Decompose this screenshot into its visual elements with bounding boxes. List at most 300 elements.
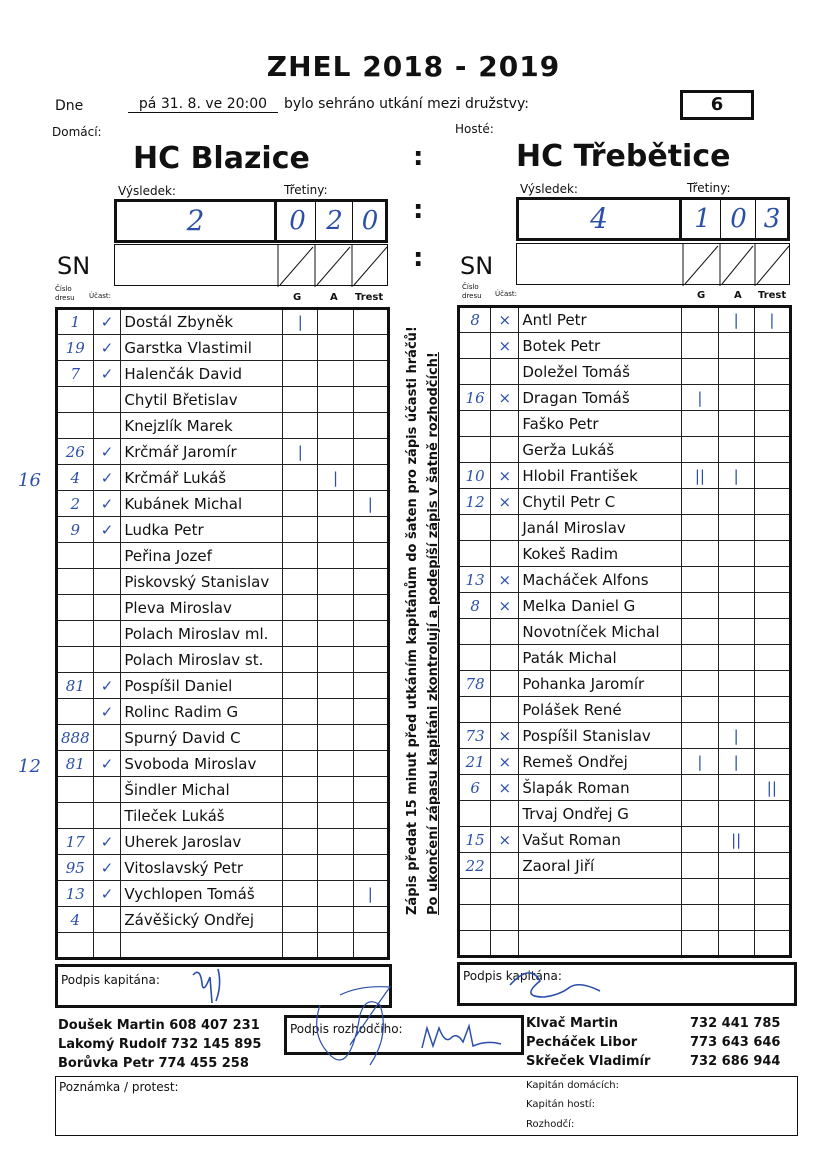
home-sn-box [114,244,388,286]
player-assists [318,439,353,465]
player-name: Polach Miroslav st. [121,647,283,673]
player-goals [283,803,318,829]
player-goals [283,335,318,361]
player-name: Svoboda Miroslav [121,751,283,777]
home-col-number: Číslo dresu [55,285,75,302]
player-attendance: × [491,307,519,333]
player-penalty [353,595,388,621]
player-attendance: ✓ [93,881,121,907]
referee-sign-label: Podpis rozhodčího: [290,1022,403,1036]
table-row [57,491,389,517]
date-value: pá 31. 8. ve 20:00 [128,96,278,113]
table-row [459,827,791,853]
player-attendance [491,359,519,385]
home-sn-slashes [115,245,389,287]
player-goals [682,593,718,619]
table-row [459,671,791,697]
player-name: Kubánek Michal [121,491,283,517]
player-attendance: ✓ [93,361,121,387]
table-row [57,387,389,413]
table-row [57,543,389,569]
player-attendance [93,725,121,751]
player-number: 7 [57,361,94,387]
player-goals [682,567,718,593]
player-name: Závěšický Ondřej [121,907,283,933]
player-assists [318,517,353,543]
player-goals [682,645,718,671]
player-number [459,619,491,645]
player-goals [682,411,718,437]
player-number [57,595,94,621]
player-number [459,645,491,671]
player-name: Remeš Ondřej [519,749,682,775]
player-assists [318,569,353,595]
player-number [459,515,491,541]
player-number: 8 [459,307,491,333]
player-penalty [353,751,388,777]
home-col-a: A [330,292,338,303]
player-penalty [353,387,388,413]
table-row [57,881,389,907]
player-name: Tileček Lukáš [121,803,283,829]
player-penalty [754,411,790,437]
player-number: 10 [459,463,491,489]
player-penalty [353,621,388,647]
table-row [459,723,791,749]
referee-note-label: Rozhodčí: [526,1119,575,1130]
player-goals [283,569,318,595]
player-penalty [754,515,790,541]
home-label: Domácí: [52,125,102,139]
player-number [57,699,94,725]
player-penalty [353,699,388,725]
player-assists [718,671,754,697]
player-attendance: × [491,489,519,515]
player-assists [718,515,754,541]
player-assists: | [318,465,353,491]
player-assists [718,541,754,567]
player-goals [283,881,318,907]
player-goals [283,621,318,647]
player-penalty [353,829,388,855]
player-number: 81 [57,673,94,699]
away-period-1: 1 [685,200,721,238]
player-name: Knejzlík Marek [121,413,283,439]
referees-right-phones [690,1014,780,1071]
player-name [519,879,682,905]
player-name: Doležel Tomáš [519,359,682,385]
player-name: Trvaj Ondřej G [519,801,682,827]
player-assists [718,567,754,593]
player-name: Uherek Jaroslav [121,829,283,855]
player-goals [283,387,318,413]
referee-left-1: Doušek Martin 608 407 231 [58,1018,260,1033]
player-goals [283,647,318,673]
player-goals [682,775,718,801]
player-attendance [93,933,121,959]
away-sn-slashes [517,244,791,286]
away-sn-box [516,243,790,285]
player-attendance: × [491,567,519,593]
player-name: Chytil Petr C [519,489,682,515]
home-col-g: G [293,292,302,303]
table-row [57,517,389,543]
away-periods-label: Třetiny: [687,181,731,195]
player-number: 12 [459,489,491,515]
player-name: Spurný David C [121,725,283,751]
home-col-trest: Trest [355,292,384,303]
player-attendance [93,907,121,933]
player-number [459,879,491,905]
player-name: Pospíšil Stanislav [519,723,682,749]
player-goals [283,777,318,803]
player-number [57,621,94,647]
margin-note-2: 12 [18,756,41,777]
player-number [459,931,491,957]
player-assists [318,621,353,647]
table-row [57,803,389,829]
large-signature-scribble [300,975,420,1085]
player-name: Dostál Zbyněk [121,309,283,335]
date-label: Dne [55,98,84,114]
player-penalty [754,931,790,957]
player-penalty [754,619,790,645]
player-attendance: ✓ [93,829,121,855]
player-name: Pohanka Jaromír [519,671,682,697]
player-number: 95 [57,855,94,881]
player-attendance [491,645,519,671]
player-assists [718,437,754,463]
table-row [459,697,791,723]
player-penalty [353,647,388,673]
player-number: 19 [57,335,94,361]
player-attendance [93,569,121,595]
player-penalty [353,855,388,881]
player-number: 888 [57,725,94,751]
player-assists [318,673,353,699]
player-attendance: × [491,593,519,619]
home-period-3: 0 [361,206,379,236]
player-name: Peřina Jozef [121,543,283,569]
away-period-2: 0 [722,200,756,238]
player-goals [283,699,318,725]
player-penalty [754,801,790,827]
player-assists: || [718,827,754,853]
table-row [57,413,389,439]
player-name: Novotníček Michal [519,619,682,645]
player-attendance: ✓ [93,673,121,699]
player-penalty [754,541,790,567]
player-name: Paták Michal [519,645,682,671]
table-row [459,905,791,931]
away-score: 4 [519,200,682,238]
player-goals [283,751,318,777]
home-team-name: HC Blazice [133,141,310,176]
player-assists [718,697,754,723]
player-goals: || [682,463,718,489]
player-penalty [353,465,388,491]
player-attendance [491,411,519,437]
player-penalty [754,671,790,697]
table-row [459,567,791,593]
player-goals [682,879,718,905]
player-name: Piskovský Stanislav [121,569,283,595]
player-penalty [754,749,790,775]
player-assists [318,881,353,907]
player-penalty [353,777,388,803]
player-number [57,777,94,803]
player-attendance [491,853,519,879]
player-number: 81 [57,751,94,777]
player-goals [682,671,718,697]
table-row [459,463,791,489]
player-name: Botek Petr [519,333,682,359]
table-row [57,673,389,699]
player-penalty [353,803,388,829]
player-attendance: ✓ [93,855,121,881]
away-sn-label: SN [460,252,494,280]
player-attendance [491,515,519,541]
table-row [459,645,791,671]
player-assists [718,411,754,437]
player-goals [682,489,718,515]
player-penalty [754,879,790,905]
notice-line-2: Po ukončení zápasu kapitáni zkontrolují a podepíší zápis v šatně rozhodčích! [426,352,441,915]
sn-separator: : [413,243,424,273]
table-row [459,593,791,619]
player-assists [318,647,353,673]
player-attendance: × [491,385,519,411]
player-goals [682,437,718,463]
table-row [57,335,389,361]
referee-right-name-1: Klvač Martin [526,1016,619,1031]
player-name [121,933,283,959]
player-attendance [491,437,519,463]
page-title: ZHEL 2018 - 2019 [266,50,561,83]
player-goals [682,801,718,827]
home-roster-table [55,307,390,960]
player-goals [682,697,718,723]
player-assists [318,491,353,517]
player-attendance: × [491,333,519,359]
player-number: 73 [459,723,491,749]
player-assists [718,879,754,905]
player-number [57,543,94,569]
player-name: Šlapák Roman [519,775,682,801]
captain-away-note-label: Kapitán hostí: [526,1099,595,1110]
away-captain-label: Podpis kapitána: [463,969,562,983]
referee-right-name-3: Skřeček Vladimír [526,1054,651,1069]
player-penalty [754,437,790,463]
table-row [57,725,389,751]
player-assists: | [718,307,754,333]
table-row [459,359,791,385]
away-result-label: Výsledek: [520,182,578,196]
player-goals: | [682,385,718,411]
referee-signature [417,1020,507,1054]
player-goals [682,359,718,385]
player-assists [318,361,353,387]
player-attendance [491,671,519,697]
player-number [459,697,491,723]
player-penalty [754,723,790,749]
player-attendance: × [491,775,519,801]
player-penalty [353,933,388,959]
notice-line-1: Zápis předat 15 minut před utkáním kapitánům do šaten pro zápis účasti hráčů! [405,326,420,915]
home-score: 2 [117,202,277,240]
player-penalty [754,567,790,593]
away-col-trest: Trest [758,290,787,301]
player-name: Krčmář Lukáš [121,465,283,491]
referee-left-2: Lakomý Rudolf 732 145 895 [58,1037,262,1052]
player-name: Polach Miroslav ml. [121,621,283,647]
player-penalty [754,385,790,411]
table-row [57,569,389,595]
table-row [459,541,791,567]
player-number: 17 [57,829,94,855]
player-assists: | [718,723,754,749]
player-goals [283,491,318,517]
table-row [459,333,791,359]
player-name: Hlobil František [519,463,682,489]
player-goals [283,855,318,881]
player-name: Pospíšil Daniel [121,673,283,699]
captain-home-note-label: Kapitán domácích: [526,1080,620,1091]
player-goals [682,905,718,931]
away-captain-signature [500,967,620,1007]
referees-left [58,1016,261,1073]
player-number [57,569,94,595]
table-row [459,931,791,957]
player-attendance [491,541,519,567]
player-number [459,411,491,437]
team-separator: : [413,142,424,172]
player-name [519,931,682,957]
referee-left-3: Borůvka Petr 774 455 258 [58,1056,249,1071]
table-row [57,309,389,335]
table-row [459,775,791,801]
away-col-g: G [697,290,706,301]
player-name: Pleva Miroslav [121,595,283,621]
player-assists [318,413,353,439]
margin-note-1: 16 [18,470,41,491]
vertical-notice [395,326,455,915]
player-assists [318,907,353,933]
player-number: 21 [459,749,491,775]
player-name: Chytil Břetislav [121,387,283,413]
player-goals [283,829,318,855]
referee-right-name-2: Pecháček Libor [526,1035,638,1050]
player-assists [718,801,754,827]
player-number: 1 [57,309,94,335]
table-row [459,411,791,437]
player-name: Janál Miroslav [519,515,682,541]
player-goals: | [283,309,318,335]
player-assists [718,905,754,931]
player-number [57,803,94,829]
player-assists [318,725,353,751]
player-penalty [353,725,388,751]
player-goals [682,827,718,853]
player-penalty [353,309,388,335]
referee-right-phone-3: 732 686 944 [690,1054,781,1069]
player-name: Vychlopen Tomáš [121,881,283,907]
player-name: Kokeš Radim [519,541,682,567]
table-row [57,907,389,933]
player-goals [682,723,718,749]
home-period-2: 2 [317,202,353,240]
away-col-number: Číslo dresu [462,283,482,300]
player-goals [283,465,318,491]
player-penalty [353,907,388,933]
player-goals [283,933,318,959]
table-row [459,853,791,879]
player-name: Halenčák David [121,361,283,387]
home-col-ucast: Účast: [89,292,112,300]
player-assists [718,645,754,671]
table-row [459,619,791,645]
player-assists [318,803,353,829]
player-goals [682,515,718,541]
table-row [459,385,791,411]
player-assists [718,359,754,385]
player-penalty [754,463,790,489]
player-number [459,541,491,567]
score-separator: : [413,195,424,225]
player-number: 2 [57,491,94,517]
player-goals [283,595,318,621]
played-text: bylo sehráno utkání mezi družstvy: [284,96,529,112]
player-number: 15 [459,827,491,853]
player-goals [283,543,318,569]
player-attendance: ✓ [93,309,121,335]
table-row [57,829,389,855]
table-row [459,879,791,905]
player-name: Krčmář Jaromír [121,439,283,465]
player-assists [318,595,353,621]
player-assists [718,489,754,515]
player-number [459,437,491,463]
player-attendance: ✓ [93,751,121,777]
player-penalty [754,489,790,515]
player-goals: | [682,749,718,775]
player-penalty [754,645,790,671]
player-assists [718,931,754,957]
player-assists [318,543,353,569]
player-attendance: ✓ [93,517,121,543]
away-label: Hosté: [455,122,494,136]
player-name [519,905,682,931]
player-assists [718,853,754,879]
player-assists [718,619,754,645]
player-attendance [491,801,519,827]
table-row [57,439,389,465]
table-row [57,361,389,387]
player-goals [682,619,718,645]
home-period-1: 0 [280,202,316,240]
player-goals [283,907,318,933]
player-attendance: ✓ [93,465,121,491]
player-penalty [754,593,790,619]
away-col-a: A [734,290,742,301]
player-assists [318,699,353,725]
player-name: Zaoral Jiří [519,853,682,879]
player-number [57,647,94,673]
notes-label: Poznámka / protest: [59,1080,179,1094]
table-row [459,749,791,775]
player-assists: | [718,749,754,775]
table-row [57,647,389,673]
